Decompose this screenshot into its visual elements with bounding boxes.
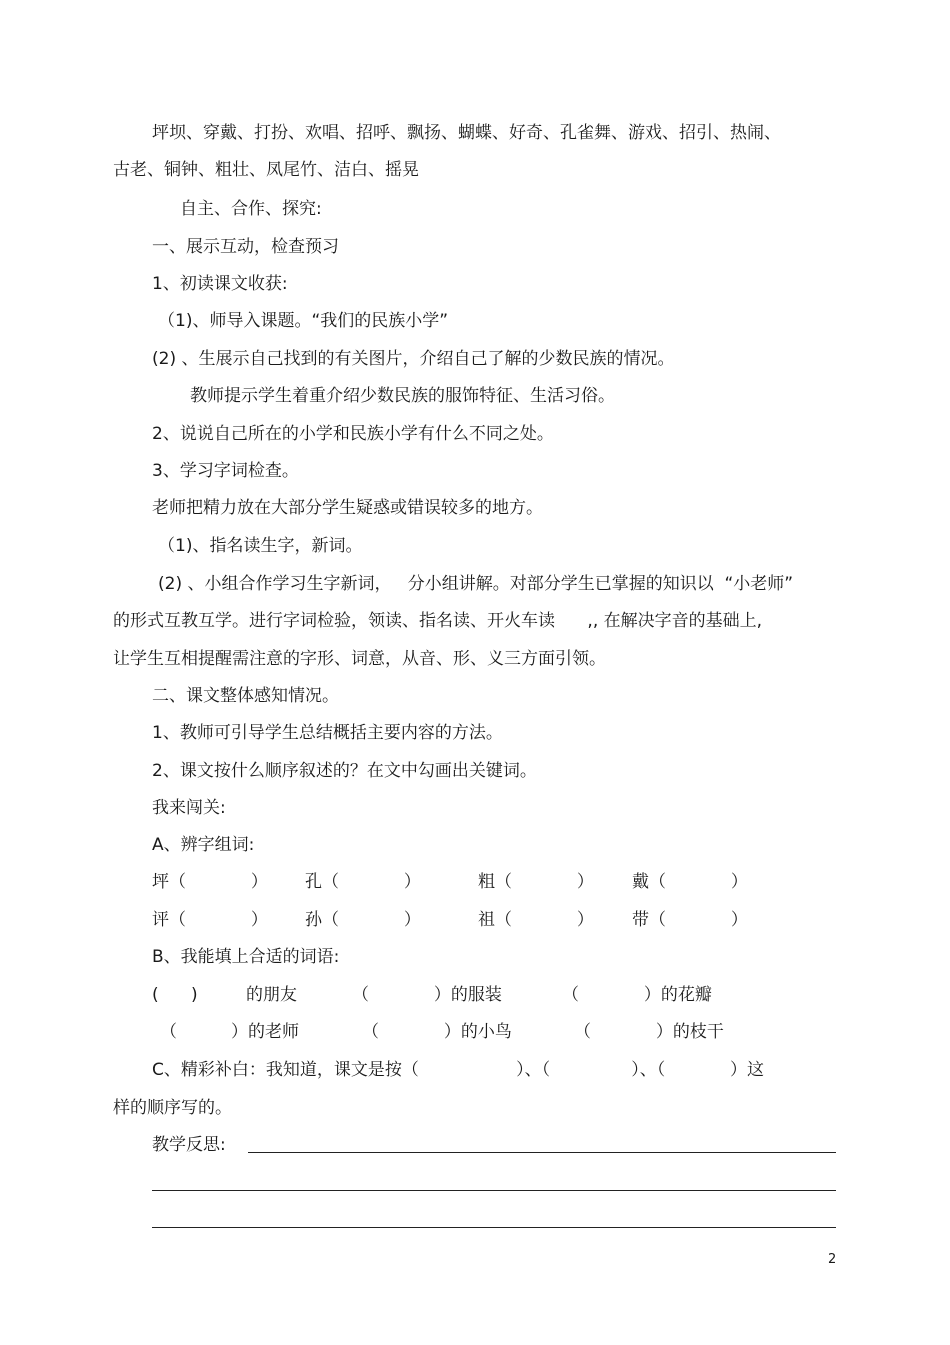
char-pair-blank: 坪（ ） <box>152 872 268 892</box>
section1-sub1: （1)、师导入课题。“我们的民族小学” <box>158 311 449 331</box>
char-pair-blank: 评（ ） <box>152 910 268 930</box>
section2-title: 二、课文整体感知情况。 <box>152 686 339 706</box>
section1-sub4-line1: (2) 、小组合作学习生字新词， 分小组讲解。对部分学生已掌握的知识以 “小老师” <box>158 574 794 594</box>
challenge-a-title: A、辨字组词: <box>152 835 255 855</box>
challenge-b-title: B、我能填上合适的词语: <box>152 947 340 967</box>
char-pair-blank: 带（ ） <box>632 910 748 930</box>
section1-item2: 2、说说自己所在的小学和民族小学有什么不同之处。 <box>152 424 554 444</box>
char-pair-blank: 孙（ ） <box>305 910 421 930</box>
section1-sub4-line3: 让学生互相提醒需注意的字形、词意，从音、形、义三方面引领。 <box>113 649 606 669</box>
section1-sub2: (2) 、生展示自己找到的有关图片，介绍自己了解的少数民族的情况。 <box>152 349 675 369</box>
word-blank: （ ）的花瓣 <box>562 985 712 1005</box>
section1-item1: 1、初读课文收获: <box>152 274 288 294</box>
reflection-line <box>152 1190 836 1191</box>
vocab-line-2: 古老、铜钟、粗壮、凤尾竹、洁白、摇晃 <box>113 160 419 180</box>
reflection-line <box>152 1227 836 1228</box>
section1-item3: 3、学习字词检查。 <box>152 461 299 481</box>
char-pair-blank: 孔（ ） <box>305 872 421 892</box>
word-blank: （ ）的服装 <box>352 985 502 1005</box>
reflection-label: 教学反思: <box>152 1135 226 1155</box>
section1-title: 一、展示互动，检查预习 <box>152 237 339 257</box>
section2-item2: 2、课文按什么顺序叙述的？在文中勾画出关键词。 <box>152 761 537 781</box>
page-number: 2 <box>828 1252 837 1267</box>
word-blank: ( ) <box>152 985 198 1005</box>
challenge-c-line2: 样的顺序写的。 <box>113 1098 232 1118</box>
reflection-line <box>248 1152 836 1153</box>
vocab-line-1: 坪坝、穿戴、打扮、欢唱、招呼、飘扬、蝴蝶、好奇、孔雀舞、游戏、招引、热闹、 <box>152 123 781 143</box>
word-blank: （ ）的枝干 <box>574 1022 724 1042</box>
heading-autonomy: 自主、合作、探究: <box>180 199 322 219</box>
char-pair-blank: 戴（ ） <box>632 872 748 892</box>
section2-item1: 1、教师可引导学生总结概括主要内容的方法。 <box>152 723 503 743</box>
section1-sub3: （1)、指名读生字，新词。 <box>158 536 363 556</box>
char-pair-blank: 祖（ ） <box>478 910 594 930</box>
section1-note: 教师提示学生着重介绍少数民族的服饰特征、生活习俗。 <box>190 386 615 406</box>
word-blank: （ ）的老师 <box>160 1022 300 1042</box>
challenge-c-line1: C、精彩补白：我知道，课文是按（ ）、（ ）、（ ）这 <box>152 1060 765 1080</box>
section1-teacher: 老师把精力放在大部分学生疑惑或错误较多的地方。 <box>152 498 543 518</box>
section1-sub4-line2: 的形式互教互学。进行字词检验，领读、指名读、开火车读 ,, 在解决字音的基础上, <box>113 611 763 631</box>
challenge-title: 我来闯关: <box>152 798 226 818</box>
char-pair-blank: 粗（ ） <box>478 872 594 892</box>
word-blank: 的朋友 <box>246 985 297 1005</box>
word-blank: （ ）的小鸟 <box>362 1022 512 1042</box>
